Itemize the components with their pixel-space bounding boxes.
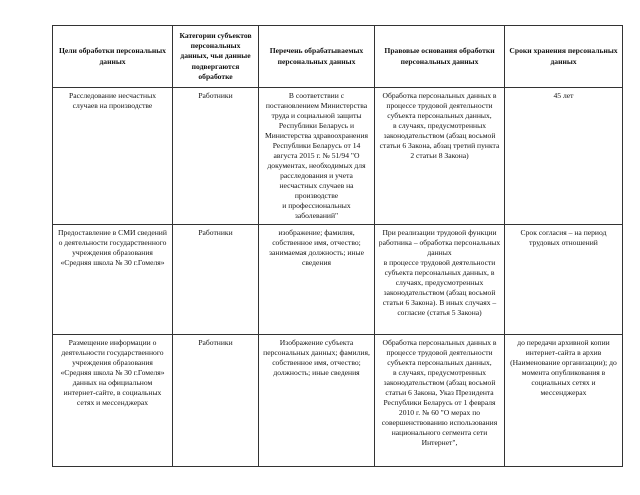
cell-legal-basis [375, 335, 505, 467]
cell-text: Обработка персональных данных в процессе трудовой деятельности субъекта персональных данных, в случаях, предусмотренных законодательством (абзац восьмой статьи 6 Закона, абзац третий пункта 2 статьи 8 Закона) [379, 91, 500, 161]
cell-subjects [173, 335, 259, 467]
cell-text: Предоставление в СМИ сведений о деятельности государственного учреждения образования «Средняя школа № 30 г.Гомеля» [58, 228, 167, 268]
table-row [53, 88, 623, 225]
cell-purpose [53, 225, 173, 335]
cell-legal-basis [375, 225, 505, 335]
cell-text: Работники [198, 91, 233, 100]
header-subjects: Категории субъектов персональных данных, чьи данные подвергаются обработке [173, 26, 259, 88]
header-purpose: Цели обработки персональных данных [53, 26, 173, 88]
header-legal-basis: Правовые основания обработки персональных данных [375, 26, 505, 88]
cell-retention [505, 225, 623, 335]
cell-text: 45 лет [553, 91, 574, 100]
personal-data-table [52, 25, 623, 467]
cell-text: Обработка персональных данных в процессе трудовой деятельности субъекта персональных данных, в случаях, предусмотренных законодательством (абзац восьмой статьи 6 Закона, Указ Президента Республики Беларусь от 1 февраля 2010 г. № 60 "О мерах по совершенствованию использования национального сегмента сети Интернет", [381, 338, 498, 448]
header-data-list: Перечень обрабатываемых персональных данных [259, 26, 375, 88]
cell-subjects [173, 88, 259, 225]
cell-legal-basis [375, 88, 505, 225]
cell-text: до передачи архивной копии интернет-сайта в архив (Наименование организации); до момента опубликования в социальных сетях и мессенджерах [510, 338, 617, 398]
cell-data-list [259, 88, 375, 225]
cell-purpose [53, 88, 173, 225]
cell-text: Работники [198, 228, 233, 238]
cell-text: Изображение субъекта персональных данных; фамилия, собственное имя, отчество; должность; иные сведения [263, 338, 370, 378]
cell-data-list [259, 335, 375, 467]
header-retention: Сроки хранения персональных данных [505, 26, 623, 88]
cell-purpose [53, 335, 173, 467]
cell-retention [505, 88, 623, 225]
cell-text: Работники [198, 338, 233, 348]
cell-subjects [173, 225, 259, 335]
cell-data-list [259, 225, 375, 335]
table-row [53, 335, 623, 467]
cell-text: Срок согласия – на период трудовых отношений [520, 228, 607, 248]
cell-retention [505, 335, 623, 467]
cell-text: При реализации трудовой функции работника – обработка персональных данных в процессе трудовой деятельности субъекта персональных данных, в случаях, предусмотренных законодательством (абзац восьмой статьи 6 Закона). В иных случаях – согласие (статья 5 Закона) [378, 228, 501, 318]
cell-text: Расследование несчастных случаев на производстве [69, 91, 156, 111]
cell-text: В соответствии с постановлением Министерства труда и социальной защиты Республики Беларусь и Министерства здравоохранения Республики Беларусь от 14 августа 2015 г. № 51/94 "О документах, необходимых для расследования и учета несчастных случаев на производстве и профессиональных заболеваний" [264, 91, 369, 221]
table-header-row [53, 26, 623, 88]
cell-text: изображение; фамилия, собственное имя, отчество; занимаемая должность; иные сведения [269, 228, 364, 268]
table-row [53, 225, 623, 335]
cell-text: Размещение информации о деятельности государственного учреждения образования «Средняя школа № 30 г.Гомеля» данных на официальном интернет-сайте, в социальных сетях и мессенджерах [60, 338, 165, 408]
